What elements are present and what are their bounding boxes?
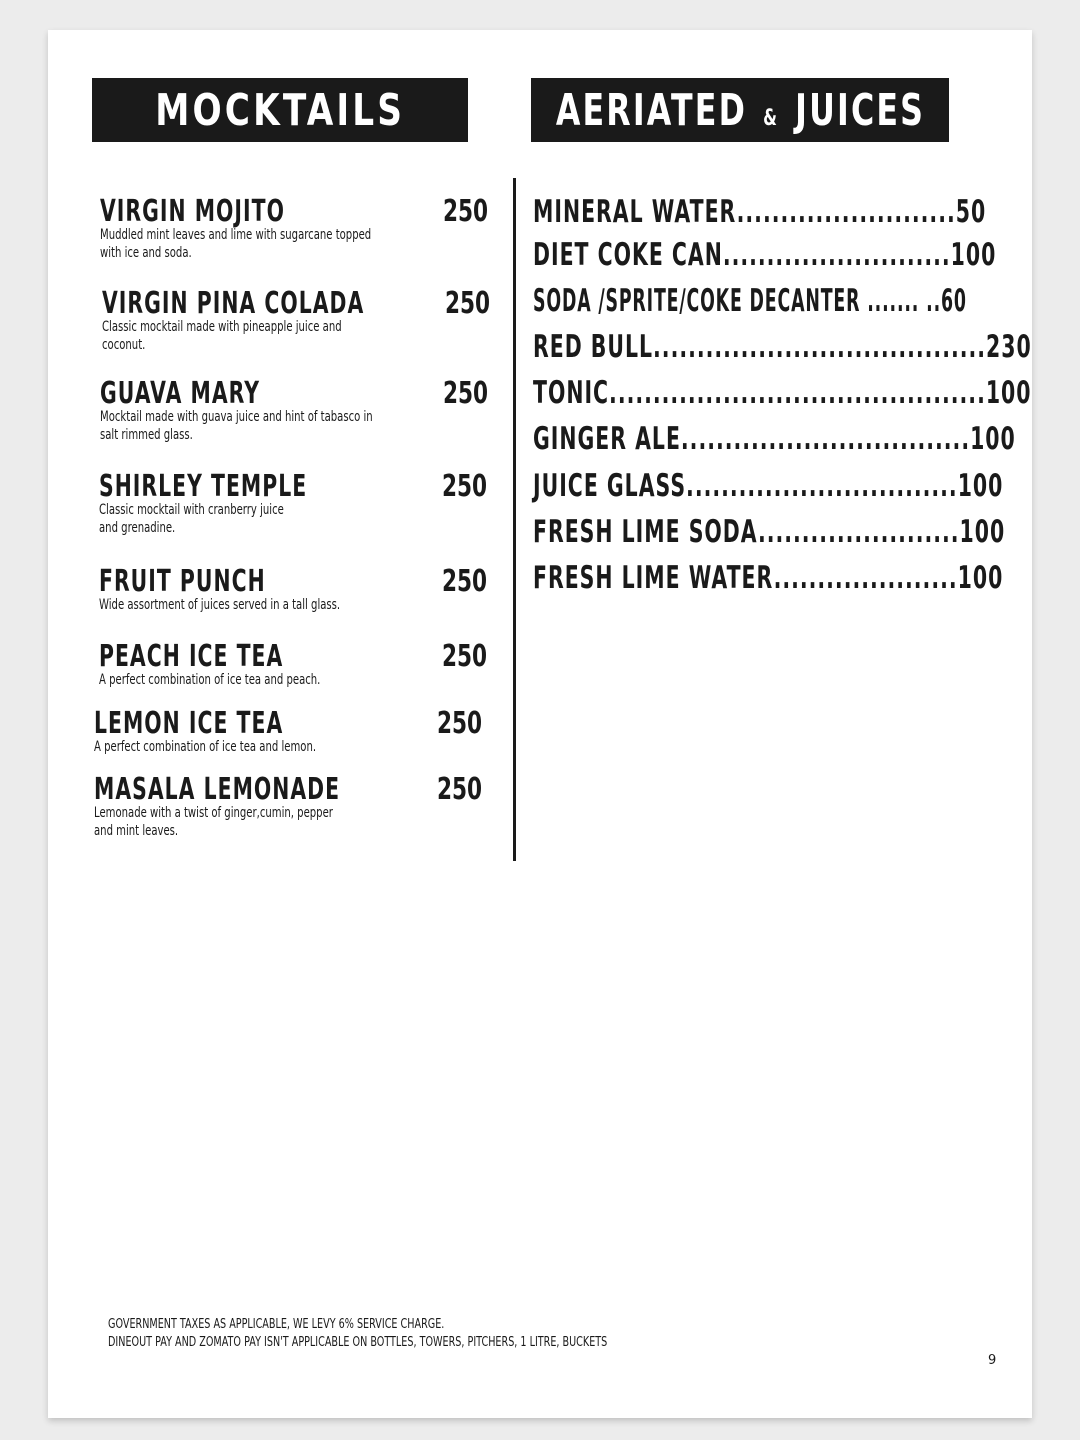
aerated-title-b: JUICES	[794, 84, 925, 136]
mocktail-desc: coconut.	[102, 337, 146, 353]
aerated-banner	[531, 78, 949, 142]
mocktail-name: VIRGIN MOJITO	[100, 194, 285, 229]
mocktail-price: 250	[437, 772, 483, 807]
mocktail-price: 250	[442, 564, 488, 599]
aerated-item	[533, 515, 1080, 549]
mocktail-desc: Classic mocktail made with pineapple juice and	[102, 319, 342, 335]
aerated-item	[533, 284, 1080, 318]
mocktail-desc: Mocktail made with guava juice and hint of tabasco in	[100, 409, 373, 425]
aerated-line: DIET COKE CAN..........................100	[533, 237, 997, 273]
menu-page	[48, 30, 1032, 1418]
aerated-title	[555, 85, 924, 136]
mocktail-desc: with ice and soda.	[100, 245, 192, 261]
mocktail-name: SHIRLEY TEMPLE	[99, 469, 308, 504]
aerated-title-a: AERIATED	[555, 84, 747, 136]
page-number: 9	[988, 1353, 997, 1368]
aerated-item	[533, 330, 1080, 364]
aerated-title-amp: &	[762, 105, 779, 131]
aerated-item	[533, 238, 1080, 272]
mocktail-desc: Muddled mint leaves and lime with sugarcane topped	[100, 227, 372, 243]
aerated-line: RED BULL......................................230	[533, 329, 1032, 365]
footer-note	[108, 1316, 783, 1352]
mocktail-name: VIRGIN PINA COLADA	[102, 286, 365, 321]
mocktail-name: PEACH ICE TEA	[99, 639, 284, 674]
mocktail-desc: Wide assortment of juices served in a tall glass.	[99, 597, 341, 613]
mocktail-price: 250	[437, 706, 483, 741]
footer-line: GOVERNMENT TAXES AS APPLICABLE, WE LEVY 6% SERVICE CHARGE.	[108, 1317, 445, 1332]
mocktail-price: 250	[442, 469, 488, 504]
mocktail-desc: A perfect combination of ice tea and lemon.	[94, 739, 317, 755]
mocktail-price: 250	[443, 376, 489, 411]
mocktail-price: 250	[442, 639, 488, 674]
aerated-line: GINGER ALE.................................100	[533, 421, 1016, 457]
aerated-item	[533, 469, 1080, 503]
mocktails-banner	[92, 78, 468, 142]
mocktail-desc: and grenadine.	[99, 520, 176, 536]
aerated-line: MINERAL WATER.........................50	[533, 194, 987, 230]
mocktail-desc: Lemonade with a twist of ginger,cumin, pepper	[94, 805, 333, 821]
aerated-line: FRESH LIME WATER.....................100	[533, 560, 1004, 596]
mocktail-price: 250	[445, 286, 491, 321]
mocktail-desc: Classic mocktail with cranberry juice	[99, 502, 284, 518]
footer-line: DINEOUT PAY AND ZOMATO PAY ISN'T APPLICABLE ON BOTTLES, TOWERS, PITCHERS, 1 LITRE, BUCKETS	[108, 1335, 608, 1350]
mocktail-price: 250	[443, 194, 489, 229]
mocktail-desc: salt rimmed glass.	[100, 427, 193, 443]
aerated-line: TONIC...........................................100	[533, 375, 1032, 411]
mocktails-title: MOCKTAILS	[155, 84, 405, 136]
mocktail-name: LEMON ICE TEA	[94, 706, 284, 741]
aerated-line: SODA /SPRITE/COKE DECANTER ....... ..60	[533, 283, 967, 319]
mocktail-name: GUAVA MARY	[100, 376, 261, 411]
aerated-item	[533, 376, 1080, 410]
aerated-item	[533, 195, 1080, 229]
mocktail-name: FRUIT PUNCH	[99, 564, 266, 599]
aerated-line: FRESH LIME SODA.......................100	[533, 514, 1006, 550]
aerated-line: JUICE GLASS...............................100	[533, 468, 1004, 504]
mocktail-desc: A perfect combination of ice tea and peach.	[99, 672, 321, 688]
mocktail-name: MASALA LEMONADE	[94, 772, 341, 807]
mocktail-desc: and mint leaves.	[94, 823, 179, 839]
aerated-item	[533, 422, 1080, 456]
aerated-item	[533, 561, 1080, 595]
